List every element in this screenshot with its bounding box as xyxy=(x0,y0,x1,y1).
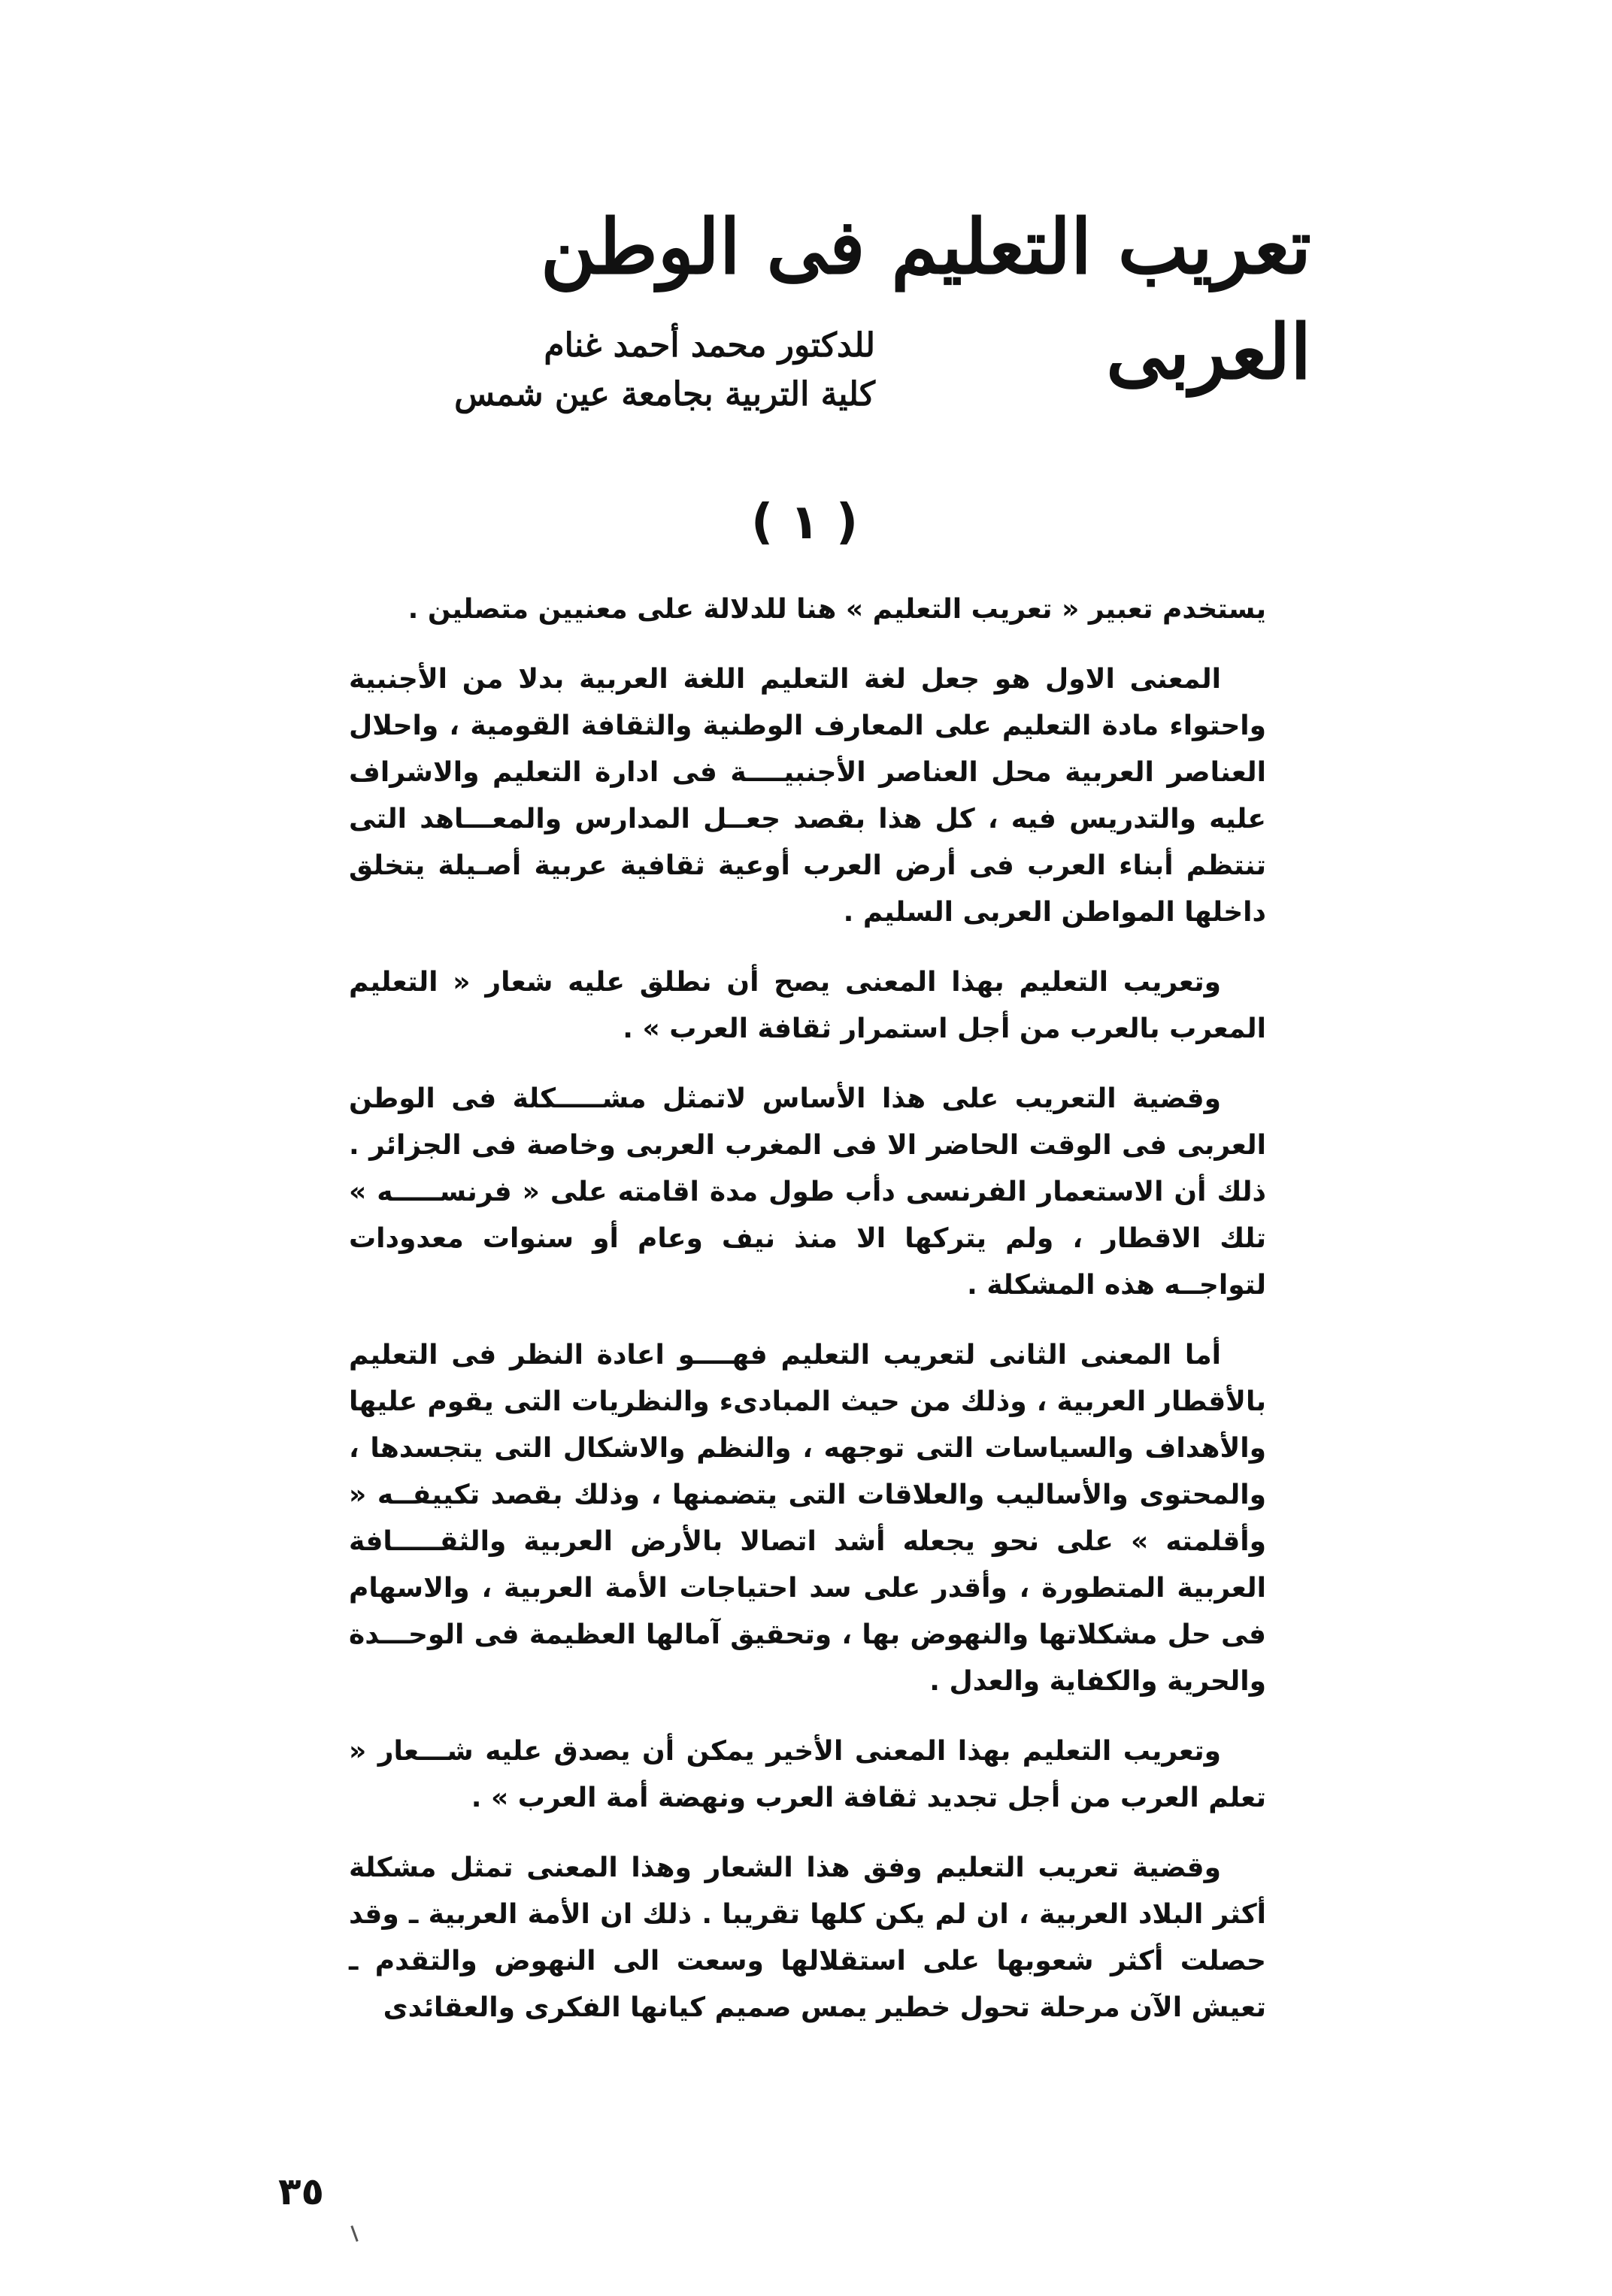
section-number: ( ١ ) xyxy=(750,495,859,550)
paragraph: وقضية التعريب على هذا الأساس لاتمثل مشـــــكلة فى الوطن العربى فى الوقت الحاضر الا فى المغرب العربى وخاصة فى الجزائر . ذلك أن الاستعمار الفرنسى دأب طول مدة اقامته على « فرنســـــه » تلك الاقطار ، ولم يتركها الا منذ نيف وعام أو سنوات معدودات لتواجــه هذه المشكلة . xyxy=(349,1083,1266,1301)
article-title: تعريب التعليم فى الوطن العربى xyxy=(541,202,1311,396)
page-number: ٣٥ xyxy=(278,2170,325,2213)
paragraph: المعنى الاول هو جعل لغة التعليم اللغة العربية بدلا من الأجنبية واحتواء مادة التعليم على المعارف الوطنية والثقافة القومية ، واحلال العناصر العربية محل العناصر الأجنبيــــة فى ادارة التعليم والاشراف عليه والتدريس فيه ، كل هذا بقصد جعــل المدارس والمعـــاهد التى تنتظم أبناء العرب فى أرض العرب أوعية ثقافية عربية أصـيلة يتخلق داخلها المواطن العربى السليم . xyxy=(349,664,1266,928)
scan-speck xyxy=(350,2225,358,2242)
paragraph: وقضية تعريب التعليم وفق هذا الشعار وهذا المعنى تمثل مشكلة أكثر البلاد العربية ، ان لم يكن كلها تقريبا . ذلك ان الأمة العربية ـ وقد حصلت أكثر شعوبها على استقلالها وسعت الى النهوض والتقدم ـ تعيش الآن مرحلة تحول خطير يمس صميم كيانها الفكرى والعقائدى xyxy=(349,1852,1266,2023)
paragraph: وتعريب التعليم بهذا المعنى يصح أن نطلق عليه شعار « التعليم المعرب بالعرب من أجل استمرار ثقافة العرب » . xyxy=(349,967,1266,1044)
paragraph: يستخدم تعبير « تعريب التعليم » هنا للدلالة على معنيين متصلين . xyxy=(408,594,1266,625)
author-affiliation: كلية التربية بجامعة عين شمس xyxy=(454,375,875,413)
paragraph: وتعريب التعليم بهذا المعنى الأخير يمكن أن يصدق عليه شـــعار « تعلم العرب من أجل تجديد ثقافة العرب ونهضة أمة العرب » . xyxy=(349,1736,1266,1813)
author-name: للدكتور محمد أحمد غنام xyxy=(544,326,875,365)
paragraph: أما المعنى الثانى لتعريب التعليم فهــــو اعادة النظر فى التعليم بالأقطار العربية ، وذلك من حيث المبادىء والنظريات التى يقوم عليها والأهداف والسياسات التى توجهه ، والنظم والاشكال التى يتجسدها ، والمحتوى والأساليب والعلاقات التى يتضمنها ، وذلك بقصد تكييفــه « وأقلمته » على نحو يجعله أشد اتصالا بالأرض العربية والثقـــــافة العربية المتطورة ، وأقدر على سد احتياجات الأمة العربية ، والاسهام فى حل مشكلاتها والنهوض بها ، وتحقيق آمالها العظيمة فى الوحـــدة والحرية والكفاية والعدل . xyxy=(349,1340,1266,1697)
article-body xyxy=(349,586,1266,2055)
